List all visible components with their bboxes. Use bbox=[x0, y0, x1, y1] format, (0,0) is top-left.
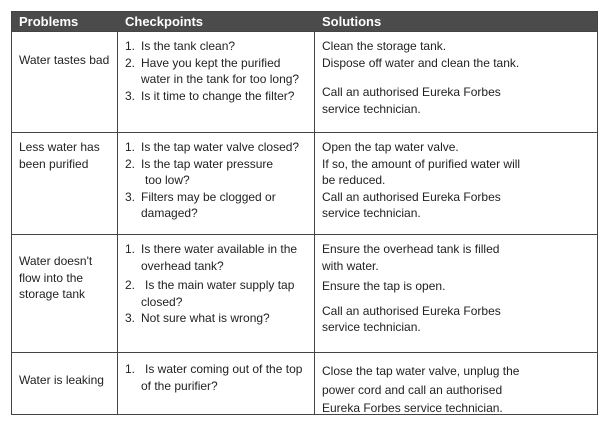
checkpoint-item: 1. Is the tap water valve closed? bbox=[125, 140, 300, 154]
checkpoint-item: 3. Filters may be clogged or damaged? bbox=[125, 189, 276, 220]
checkpoints-cell bbox=[118, 133, 315, 234]
troubleshooting-table bbox=[11, 11, 598, 415]
table-row bbox=[12, 234, 597, 352]
table-row bbox=[12, 352, 597, 414]
table-row bbox=[12, 31, 597, 132]
solutions-cell: Ensure the overhead tank is filled with water. Ensure the tap is open. Call an authorised Eureka Forbes service technician. bbox=[322, 242, 501, 334]
checkpoints-cell bbox=[118, 32, 315, 132]
problem-cell: Water is leaking bbox=[12, 353, 118, 414]
checkpoint-item: 1. Is there water available in the overhead tank? bbox=[125, 242, 298, 273]
table-header bbox=[12, 12, 597, 31]
table-row bbox=[12, 132, 597, 234]
checkpoints-cell bbox=[118, 235, 315, 352]
checkpoint-item: 2. Is the main water supply tap closed? bbox=[125, 278, 295, 309]
checkpoints-cell bbox=[118, 353, 315, 414]
problem-cell: Less water has been purified bbox=[12, 133, 118, 234]
checkpoint-item: 3. Not sure what is wrong? bbox=[125, 311, 270, 325]
header-problems: Problems bbox=[19, 14, 79, 29]
problem-cell: Water tastes bad bbox=[12, 32, 118, 132]
checkpoint-item: 1. Is water coming out of the top of the purifier? bbox=[125, 362, 303, 393]
solutions-cell: Close the tap water valve, unplug the power cord and call an authorised Eureka Forbes service technician. bbox=[322, 364, 520, 415]
header-solutions: Solutions bbox=[322, 14, 382, 29]
checkpoint-item: 3. Is it time to change the filter? bbox=[125, 88, 295, 103]
checkpoint-item: 2. Is the tap water pressure too low? bbox=[125, 156, 274, 187]
checkpoint-item: 2. Have you kept the purified water in the tank for too long? bbox=[125, 55, 300, 86]
checkpoint-item: 1. Is the tank clean? bbox=[125, 39, 236, 53]
solutions-cell: Clean the storage tank. Dispose off water and clean the tank. Call an authorised Eureka Forbes service technician. bbox=[322, 39, 520, 116]
header-checkpoints: Checkpoints bbox=[125, 14, 204, 29]
solutions-cell: Open the tap water valve. If so, the amount of purified water will be reduced. Call an authorised Eureka Forbes service technician. bbox=[322, 140, 521, 220]
problem-cell: Water doesn't flow into the storage tank bbox=[12, 235, 118, 352]
